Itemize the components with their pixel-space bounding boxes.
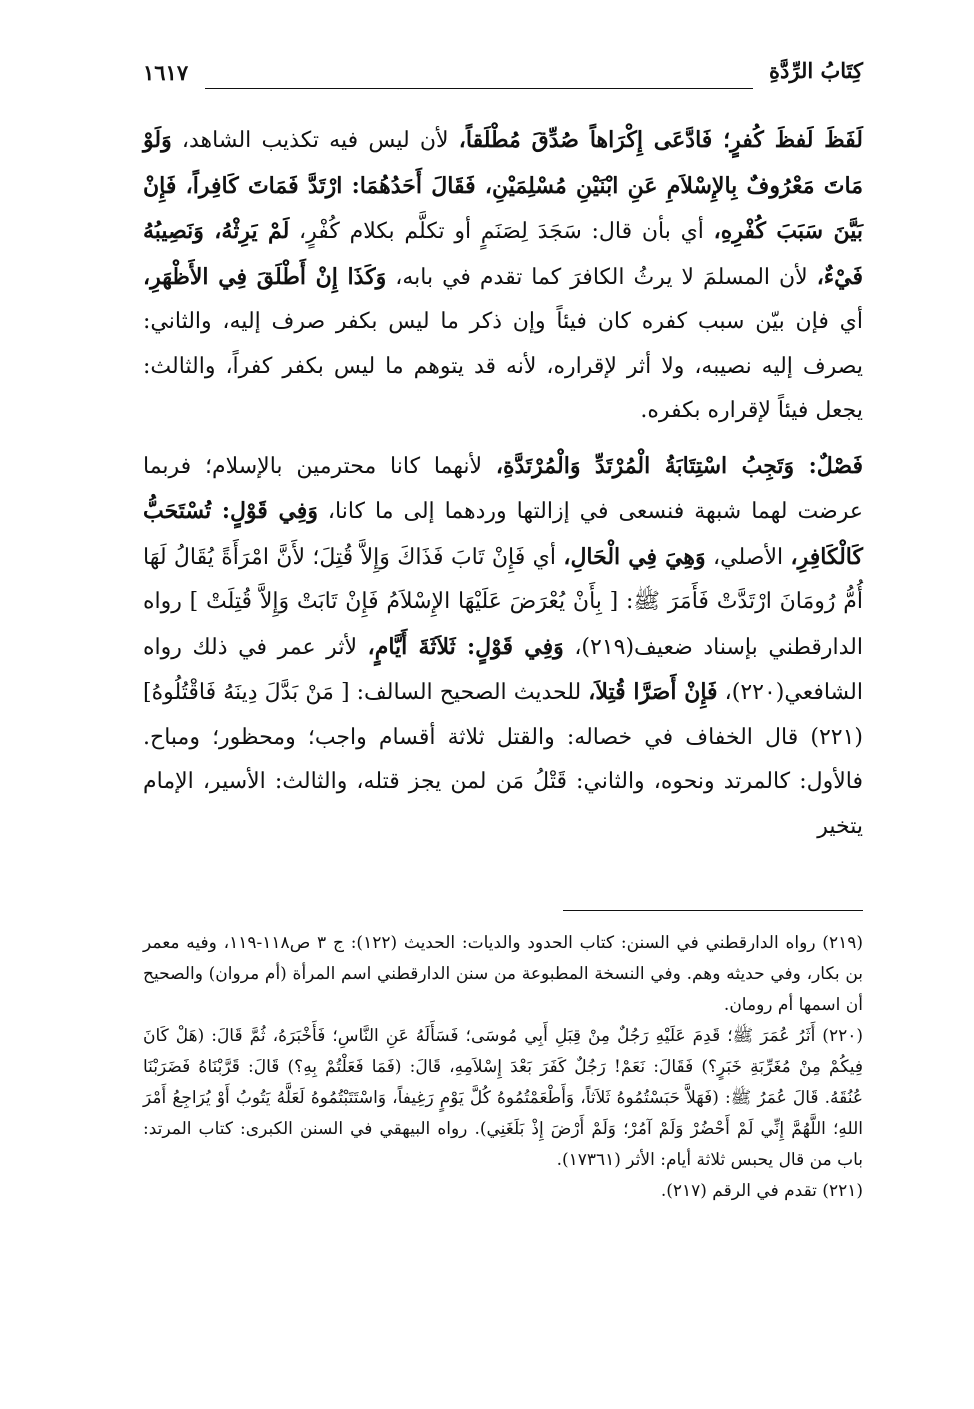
commentary-text: لأنهما كانا محترمين بالإسلام؛ فربما عرضت لهما شبهة فنسعى في إزالتها وردهما إلى ما كانا،: [143, 453, 863, 524]
commentary-text: لأن ليس فيه تكذيب الشاهد،: [171, 128, 459, 153]
commentary-text: لأثر عمر في ذلك رواه الشافعي(٢٢٠)،: [143, 634, 863, 705]
matn-text: وَهِيَ فِي الْحَالِ،: [563, 543, 706, 570]
page-number: ١٦١٧: [143, 60, 189, 85]
paragraph-1: [143, 118, 863, 434]
footnote-220: (٢٢٠) أَثَرُ عُمَرَ ﷺ؛ قَدِمَ عَلَيْهِ رَجُلٌ مِنْ قِبَلِ أَبِي مُوسَى؛ فَسَأَلَهُ عَنِ النَّاسِ؛ فَأَخْبَرَهُ، ثُمَّ قَالَ: (هَلْ كَانَ فِيكُمْ مِنْ مُغَرِّبَةِ خَبَرٍ؟) فَقَالَ: نَعَمْ! رَجُلٌ كَفَرَ بَعْدَ إِسْلاَمِهِ، قَالَ: (فَمَا فَعَلْتُمْ بِهِ؟) قَالَ: قَرَّبْنَاهُ فَضَرَبْنَا عُنُقَهُ. قَالَ عُمَرُ ﷺ: (فَهَلاَّ حَبَسْتُمُوهُ ثَلاَثاً، وَأَطْعَمْتُمُوهُ كُلَّ يَوْمٍ رَغِيفاً، وَاسْتَتَبْتُمُوهُ لَعَلَّهُ يَتُوبُ أَوْ يُرَاجِعُ أَمْرَ اللهِ؛ اللَّهُمَّ إِنِّي لَمْ أَحْضُرْ وَلَمْ آمُرْ؛ وَلَمْ أَرْضَ إِذْ بَلَغَنِي). رواه البيهقي في السنن الكبرى: كتاب المرتد: باب من قال يحبس ثلاثة أيام: الأثر (١٧٣٦١).: [143, 1026, 863, 1170]
commentary-text: للحديث الصحيح السالف: [ مَنْ بَدَّلَ دِينَهُ فَاقْتُلُوهُ](٢٢١) قال الخفاف في خصاله: والقتل ثلاثة أقسام واجب؛ ومحظور؛ ومباح. فالأول: كالمرتد ونحوه، والثاني: قَتْلُ مَن لمن يجز قتله، والثالث: الأسير، الإمام يتخير: [143, 680, 863, 839]
matn-text: وَكَذَا إِنْ أَطْلَقَ فِي الأَظْهَرِ،: [143, 263, 387, 290]
matn-text: وَلَوْ مَاتَ مَعْرُوفٌ بِالإِسْلاَمِ عَنِ ابْنَيْنِ مُسْلِمَيْنِ، فَقَالَ أَحَدُهُمَا: ارْتَدَّ فَمَاتَ كَافِراً، فَإِنْ بَيَّنَ سَبَبَ كُفْرِهِ،: [143, 127, 864, 244]
matn-text: لَفَظَ لَفظَ كُفرٍ؛ فَادَّعَى إِكْرَاهاً صُدِّقَ مُطْلَقاً،: [458, 127, 863, 153]
running-title: كِتَابُ الرِّدَّةِ: [769, 58, 863, 83]
commentary-text: الأصلي،: [705, 544, 791, 570]
footnotes: [143, 928, 863, 1207]
footnote-rule: [563, 910, 863, 911]
main-text: [143, 118, 863, 849]
matn-text: فَصْلٌ: وَتَجِبُ اسْتِتَابَةُ الْمُرْتَدِّ وَالْمُرْتَدَّةِ،: [495, 452, 863, 479]
commentary-text: لأن المسلمَ لا يرثُ الكافرَ كما تقدم في بابه،: [386, 264, 817, 290]
matn-text: لَمْ يَرِثْهُ، وَنَصِيبُهُ فَيْءٌ،: [143, 218, 863, 290]
footnote-221: (٢٢١) تقدم في الرقم (٢١٧).: [660, 1181, 863, 1201]
header-rule: [205, 88, 753, 89]
matn-text: وَفِي قَوْلٍ: تُسْتَحَبُّ كَالْكَافِرِ،: [143, 498, 863, 570]
footnote-219: (٢١٩) رواه الدارقطني في السنن: كتاب الحدود والديات: الحديث (١٢٢): ج ٣ ص١١٨-١١٩، وفيه معمر بن بكار، وفي حديثه وهم. وفي النسخة المطبوعة من سنن الدارقطني اسم المرأة (أم مروان) والصحيح أن اسمها أم رومان.: [143, 933, 863, 1015]
matn-text: وَفِي قَوْلٍ: ثَلاَثَةَ أَيَّامٍ،: [367, 633, 564, 660]
commentary-text: أي بأن قال: سَجَدَ لِصَنَمٍ أو تكلَّم بكلام كُفْرٍ،: [289, 219, 714, 244]
paragraph-2: [143, 444, 863, 850]
matn-text: فَإِنْ أَصَرَّا قُتِلاَ،: [588, 679, 718, 705]
page-header: [143, 58, 863, 98]
commentary-text: أي فإن بيّن سبب كفره كان فيئاً وإن ذكر ما ليس بكفر صرف إليه، والثاني: يصرف إليه نصيبه، ولا أثر لإقراره، لأنه قد يتوهم ما ليس بكفر كفراً، والثالث: يجعل فيئاً لإقراره بكفره.: [143, 309, 863, 423]
commentary-text: أي فَإِنْ تَابَ فَذَاكَ وَإِلاَّ قُتِلَ؛ لأَنَّ امْرَأَةً يُقَالُ لَهَا أُمُّ رُومَانَ ارْتَدَّتْ فَأَمَرَ ﷺ: [ بِأَنْ يُعْرَضَ عَلَيْهَا الإِسْلاَمُ فَإِنْ تَابَتْ وَإِلاَّ قُتِلَتْ ] رواه الدارقطني بإسناد ضعيف(٢١٩)،: [143, 544, 864, 660]
